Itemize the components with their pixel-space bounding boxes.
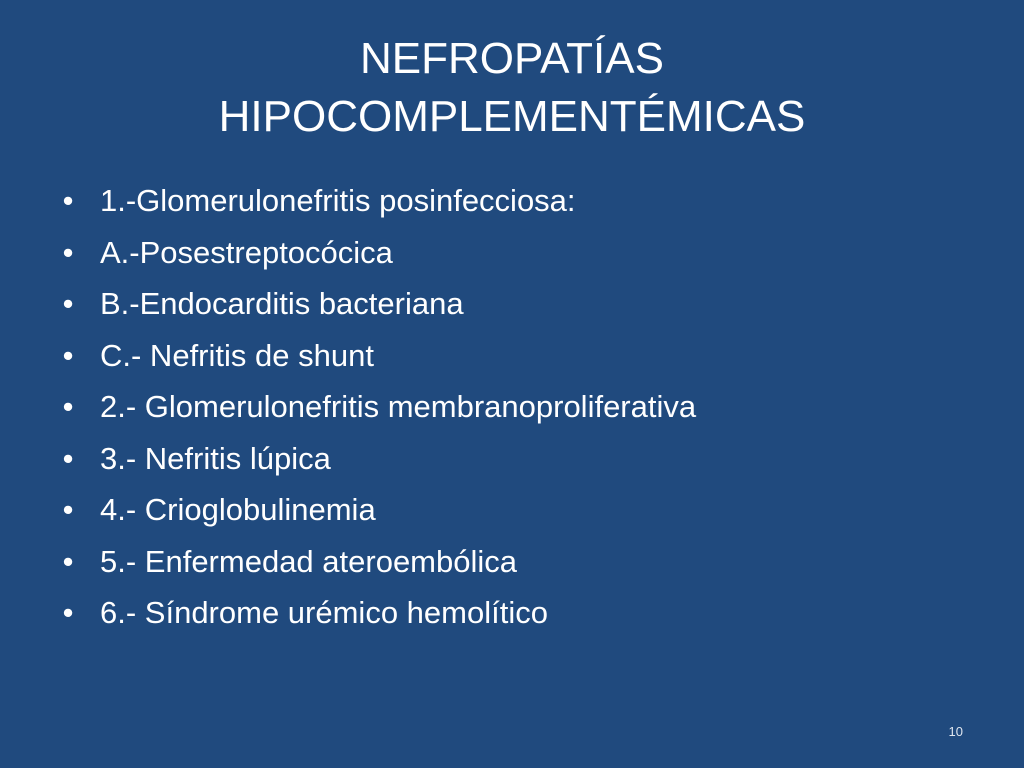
bullet-text: 6.- Síndrome urémico hemolítico [100,595,548,630]
bullet-text: 1.-Glomerulonefritis posinfecciosa: [100,183,576,218]
bullet-item [0,484,1000,536]
bullet-item [0,175,1000,227]
bullet-icon: • [62,183,74,218]
bullet-text: 5.- Enfermedad ateroembólica [100,543,518,579]
slide-title-line-1: NEFROPATÍAS [360,34,664,83]
bullet-item [0,536,1000,588]
bullet-text: 3.- Nefritis lúpica [100,440,331,476]
bullet-list [0,175,1000,639]
bullet-icon: • [62,440,74,476]
bullet-item [0,433,1000,485]
bullet-item [0,587,1000,639]
bullet-text: C.- Nefritis de shunt [100,337,374,373]
bullet-item [0,278,1000,330]
bullet-text: B.-Endocarditis bacteriana [100,286,464,321]
bullet-icon: • [62,492,74,527]
bullet-icon: • [62,234,74,270]
bullet-text: 4.- Crioglobulinemia [100,492,376,527]
bullet-text: 2.- Glomerulonefritis membranoproliferativa [100,389,697,424]
bullet-icon: • [62,543,74,579]
slide-title [0,30,1024,146]
bullet-item [0,227,1000,279]
bullet-icon: • [62,595,74,630]
bullet-icon: • [62,337,74,373]
bullet-item [0,381,1000,433]
page-number: 10 [948,724,963,739]
slide-title-line-2: HIPOCOMPLEMENTÉMICAS [218,92,806,141]
bullet-icon: • [62,286,74,321]
bullet-item [0,330,1000,382]
bullet-icon: • [62,389,74,424]
bullet-text: A.-Posestreptocócica [100,234,393,270]
